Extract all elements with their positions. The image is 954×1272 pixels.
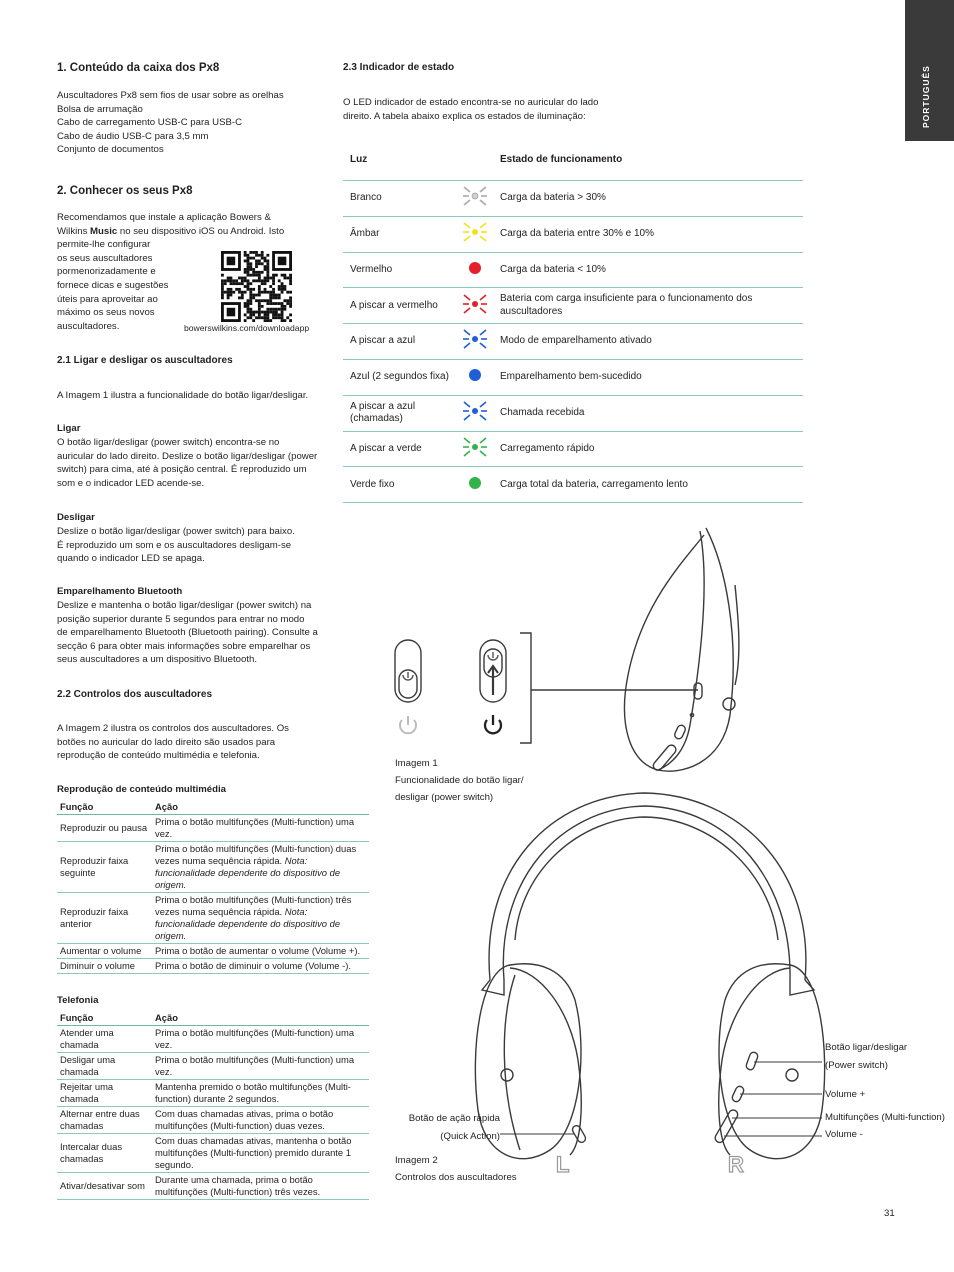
power-off-title: Desligar [57,512,95,523]
table-row [57,1107,369,1134]
light-cell: Azul (2 segundos fixa) [343,359,457,395]
app-intro-line: Recomendamos que instale a aplicação Bowers & [57,212,271,223]
led-status-table [343,138,803,503]
text-line: os seus auscultadores [57,252,153,264]
app-intro-text: Wilkins [57,225,91,237]
figure-2-caption [395,1152,517,1186]
label-power-switch-line: Botão ligar/desligar [825,1042,908,1053]
action-cell [152,944,369,959]
table-row [57,1080,369,1107]
app-name: Music [90,225,118,237]
text-line: auscultadores. [57,320,120,332]
action-text: Prima o botão multifunções (Multi-function) uma vez. [155,816,355,839]
col-action: Ação [152,800,369,815]
function-cell: Rejeitar uma chamada [57,1080,152,1107]
figure-2-illustration [470,790,830,1185]
media-title: Reprodução de conteúdo multimédia [57,784,226,795]
state-cell: Emparelhamento bem-sucedido [493,359,803,395]
label-volume-down: Volume - [825,1129,863,1140]
box-contents-list [57,89,284,157]
figure-1-desc: desligar (power switch) [395,792,494,803]
qr-code [221,251,292,322]
text-line: O botão ligar/desligar (power switch) encontra-se no [57,437,280,448]
text-line: quando o indicador LED se apaga. [57,553,205,565]
action-text: Prima o botão multifunções (Multi-function) três vezes numa sequência rápida. [155,894,352,917]
light-cell: A piscar a azul [343,324,457,360]
label-volume-up: Volume + [825,1089,866,1100]
figure-1-illustration [380,525,760,775]
table-row [343,359,803,395]
text-line: botões no auricular do lado direito são usados para [57,736,276,748]
action-cell [152,1053,369,1080]
table-row [343,324,803,360]
bt-pairing-title: Emparelhamento Bluetooth [57,586,183,597]
text-line: Bolsa de arrumação [57,103,143,115]
state-cell: Carga da bateria > 30% [493,181,803,217]
light-cell: Verde fixo [343,467,457,503]
section-2-1-intro: A Imagem 1 ilustra a funcionalidade do botão ligar/desligar. [57,390,309,401]
table-row [57,1053,369,1080]
function-cell: Desligar uma chamada [57,1053,152,1080]
col-icon [457,138,493,181]
table-row [343,181,803,217]
power-on-text [57,436,317,490]
action-text: Prima o botão de aumentar o volume (Volume +). [155,945,361,956]
text-line: úteis para aproveitar ao [57,293,158,305]
action-cell [152,1080,369,1107]
table-row [343,431,803,467]
led-icon-cell [457,288,493,324]
right-side-mark: R [728,1152,744,1177]
led-icon-cell [457,216,493,252]
figure-2-number: Imagem 2 [395,1155,438,1166]
function-cell: Atender uma chamada [57,1026,152,1053]
table-row [57,1026,369,1053]
led-icon-cell [457,359,493,395]
left-side-mark: L [556,1152,570,1177]
telephony-title: Telefonia [57,995,99,1006]
text-line: switch) para cima, até à posição central. É reproduzido um [57,464,307,476]
text-line: posição superior durante 5 segundos para entrar no modo [57,613,305,625]
switch-off-body [395,640,421,702]
function-cell: Reproduzir ou pausa [57,815,152,842]
led-blinking-icon [460,399,490,423]
figure-1-number: Imagem 1 [395,758,438,769]
col-function: Função [57,800,152,815]
light-cell: A piscar a verde [343,431,457,467]
action-note: Nota: funcionalidade dependente do dispositivo de origem. [155,906,341,941]
table-row [57,842,369,893]
function-cell: Alternar entre duas chamadas [57,1107,152,1134]
col-function: Função [57,1011,152,1026]
col-state: Estado de funcionamento [493,138,803,181]
section-2-2-title: 2.2 Controlos dos auscultadores [57,689,213,700]
right-earcup [719,964,825,1159]
function-cell: Diminuir o volume [57,959,152,974]
action-cell [152,815,369,842]
light-cell: A piscar a azul (chamadas) [343,395,457,431]
state-cell: Carga da bateria entre 30% e 10% [493,216,803,252]
page-number: 31 [884,1208,895,1219]
action-text: Mantenha premido o botão multifunções (Multi-function) durante 2 segundos. [155,1081,351,1104]
led-blinking-icon [460,292,490,316]
led-icon-cell [457,324,493,360]
led-icon-cell [457,252,493,288]
text-line: O LED indicador de estado encontra-se no auricular do lado [343,97,599,108]
text-line: auricular do lado direito. Deslize o botão ligar/desligar (power [57,450,318,462]
action-cell [152,842,369,893]
action-cell [152,1134,369,1173]
text-line: A Imagem 2 ilustra os controlos dos auscultadores. Os [57,723,289,734]
light-cell: Âmbar [343,216,457,252]
function-cell: Ativar/desativar som [57,1173,152,1200]
label-quick-action-line: Botão de ação rápida [408,1113,500,1124]
language-label: PORTUGUÊS [921,65,931,128]
section-2-title: 2. Conhecer os seus Px8 [57,185,193,197]
led-solid-icon [460,471,490,495]
action-text: Durante uma chamada, prima o botão multifunções (Multi-function) três vezes. [155,1174,321,1197]
led-icon-cell [457,181,493,217]
table-row [343,288,803,324]
state-cell: Modo de emparelhamento ativado [493,324,803,360]
table-row [57,959,369,974]
led-blinking-icon [460,220,490,244]
led-blinking-icon [460,435,490,459]
language-tab [905,0,954,141]
text-line: som e o indicador LED acende-se. [57,477,205,489]
function-cell: Reproduzir faixa anterior [57,893,152,944]
text-line: Conjunto de documentos [57,144,164,156]
table-row [343,395,803,431]
label-quick-action [395,1110,500,1146]
led-blinking-icon [460,184,490,208]
text-line: direito. A tabela abaixo explica os estados de iluminação: [343,110,586,122]
action-cell [152,1107,369,1134]
action-text: Com duas chamadas ativas, mantenha o botão multifunções (Multi-function) premido durante 1 segundo. [155,1135,352,1170]
led-solid-icon [460,363,490,387]
state-cell: Carregamento rápido [493,431,803,467]
table-row [57,893,369,944]
bt-pairing-text [57,599,318,667]
figure-1-desc: Funcionalidade do botão ligar/ [395,775,524,786]
action-cell [152,893,369,944]
label-multi-function: Multifunções (Multi-function) [825,1112,945,1123]
led-icon-cell [457,395,493,431]
action-text: Prima o botão multifunções (Multi-function) uma vez. [155,1054,355,1077]
text-line: reprodução de conteúdo multimédia e telefonia. [57,750,260,762]
text-line: pormenorizadamente e [57,266,156,278]
state-cell: Bateria com carga insuficiente para o funcionamento dos auscultadores [493,288,803,324]
action-cell [152,959,369,974]
table-row [57,944,369,959]
text-line: Deslize o botão ligar/desligar (power switch) para baixo. [57,526,295,537]
text-line: fornece dicas e sugestões [57,279,169,291]
app-intro-text: no seu dispositivo iOS ou Android. Isto [117,225,285,237]
action-note: Nota: funcionalidade dependente do dispositivo de origem. [155,855,341,890]
led-solid-icon [460,256,490,280]
table-row [57,815,369,842]
col-light: Luz [343,138,457,181]
headband [489,793,806,980]
text-line: Auscultadores Px8 sem fios de usar sobre as orelhas [57,90,284,101]
text-line: de emparelhamento Bluetooth (Bluetooth pairing). Consulte a [57,627,318,639]
power-on-title: Ligar [57,423,81,434]
figure-2-desc: Controlos dos auscultadores [395,1172,517,1183]
text-line: Deslize e mantenha o botão ligar/desligar (power switch) na [57,600,312,611]
section-2-1-title: 2.1 Ligar e desligar os auscultadores [57,355,233,366]
table-row [343,252,803,288]
section-2-3-title: 2.3 Indicador de estado [343,62,455,73]
light-cell: Vermelho [343,252,457,288]
section-2-2-text [57,722,289,763]
function-cell: Intercalar duas chamadas [57,1134,152,1173]
state-cell: Carga da bateria < 10% [493,252,803,288]
action-text: Prima o botão multifunções (Multi-function) duas vezes numa sequência rápida. [155,843,357,866]
led-icon-cell [457,431,493,467]
table-row [57,1173,369,1200]
app-intro-line [57,225,284,239]
light-cell: A piscar a vermelho [343,288,457,324]
media-controls-table [57,800,369,974]
action-text: Prima o botão multifunções (Multi-function) uma vez. [155,1027,355,1050]
led-blinking-icon [460,327,490,351]
text-line: máximo os seus novos [57,307,155,319]
text-line: Cabo de áudio USB-C para 3,5 mm [57,130,209,142]
text-line: seus auscultadores a um dispositivo Bluetooth. [57,654,257,666]
state-cell: Chamada recebida [493,395,803,431]
section-2-3-text [343,96,598,123]
text-line: Cabo de carregamento USB-C para USB-C [57,117,243,129]
light-cell: Branco [343,181,457,217]
label-power-switch-line: (Power switch) [825,1060,888,1071]
action-text: Prima o botão de diminuir o volume (Volume -). [155,960,351,971]
action-cell [152,1026,369,1053]
table-row [57,1134,369,1173]
table-row [343,216,803,252]
label-power-switch [825,1039,907,1075]
text-line: É reproduzido um som e os auscultadores desligam-se [57,539,292,551]
col-action: Ação [152,1011,369,1026]
telephony-table [57,1011,369,1200]
action-cell [152,1173,369,1200]
action-text: Com duas chamadas ativas, prima o botão multifunções (Multi-function) duas vezes. [155,1108,334,1131]
led-icon-cell [457,467,493,503]
power-off-text [57,525,295,566]
text-line: permite-lhe configurar [57,239,151,251]
function-cell: Reproduzir faixa seguinte [57,842,152,893]
table-row [343,467,803,503]
download-url: bowerswilkins.com/downloadapp [184,323,310,333]
function-cell: Aumentar o volume [57,944,152,959]
state-cell: Carga total da bateria, carregamento lento [493,467,803,503]
section-1-title: 1. Conteúdo da caixa dos Px8 [57,62,220,74]
text-line: secção 6 para obter mais informações sobre emparelhar os [57,640,311,652]
label-quick-action-line: (Quick Action) [440,1131,500,1142]
